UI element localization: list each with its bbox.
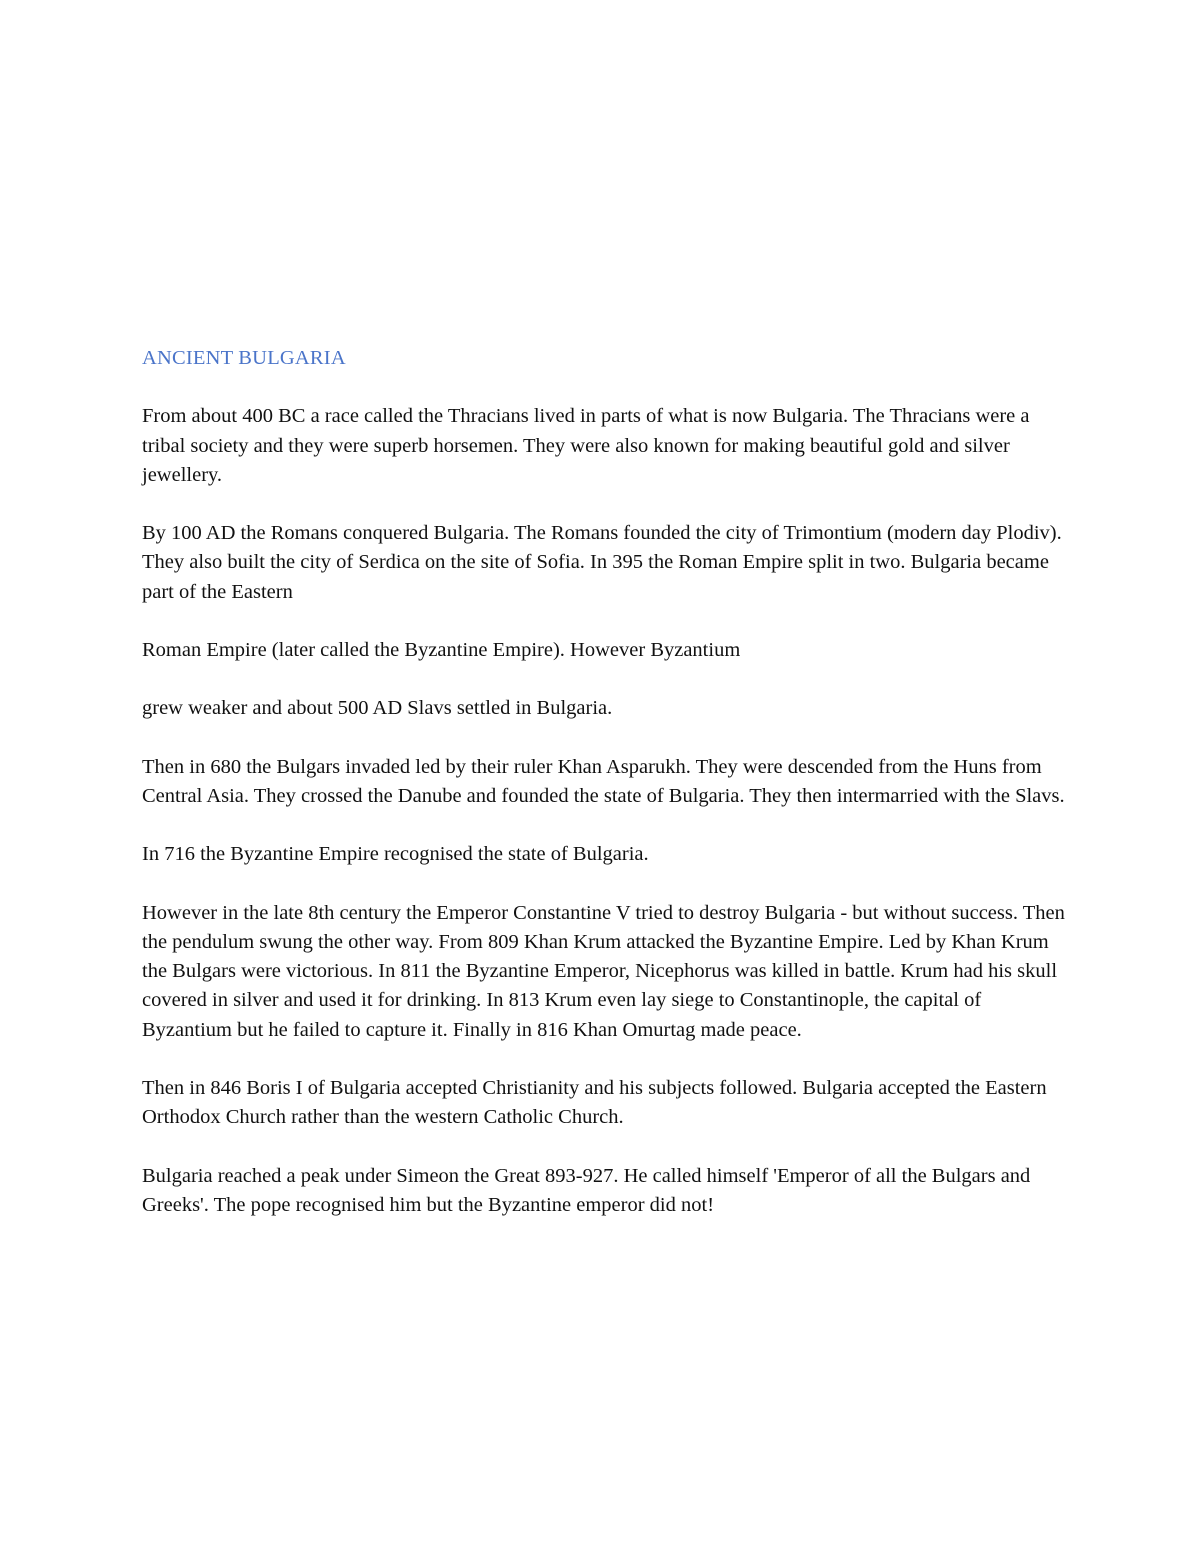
paragraph-simeon: Bulgaria reached a peak under Simeon the Great 893-927. He called himself 'Emperor of all the Bulgars and Greeks'. The pope recognised him but the Byzantine emperor did not! [142, 1164, 1031, 1216]
document-heading: ANCIENT BULGARIA [142, 347, 346, 369]
paragraph-thracians: From about 400 BC a race called the Thracians lived in parts of what is now Bulgaria. The Thracians were a tribal society and they were superb horsemen. They were also known for making beautiful gold and silver jewellery. [142, 405, 1030, 486]
paragraph-byzantine-empire: Roman Empire (later called the Byzantine Empire). However Byzantium [142, 639, 741, 662]
paragraph-slavs: grew weaker and about 500 AD Slavs settled in Bulgaria. [142, 697, 613, 720]
paragraph-romans: By 100 AD the Romans conquered Bulgaria. The Romans founded the city of Trimontium (modern day Plodiv). They also built the city of Serdica on the site of Sofia. In 395 the Roman Empire split in two. Bulgaria became part of the Eastern [142, 522, 1062, 603]
paragraph-bulgars: Then in 680 the Bulgars invaded led by their ruler Khan Asparukh. They were descended from the Huns from Central Asia. They crossed the Danube and founded the state of Bulgaria. They then intermarried with the Slavs. [142, 755, 1065, 807]
paragraph-khan-krum: However in the late 8th century the Emperor Constantine V tried to destroy Bulgaria - but without success. Then the pendulum swung the other way. From 809 Khan Krum attacked the Byzantine Empire. Led by Khan Krum the Bulgars were victorious. In 811 the Byzantine Emperor, Nicephorus was killed in battle. Krum had his skull covered in silver and used it for drinking. In 813 Krum even lay siege to Constantinople, the capital of Byzantium but he failed to capture it. Finally in 816 Khan Omurtag made peace. [142, 901, 1065, 1041]
document-body [142, 344, 1072, 1249]
paragraph-christianity: Then in 846 Boris I of Bulgaria accepted Christianity and his subjects followed. Bulgaria accepted the Eastern Orthodox Church rather than the western Catholic Church. [142, 1077, 1047, 1129]
paragraph-recognition: In 716 the Byzantine Empire recognised the state of Bulgaria. [142, 843, 649, 866]
